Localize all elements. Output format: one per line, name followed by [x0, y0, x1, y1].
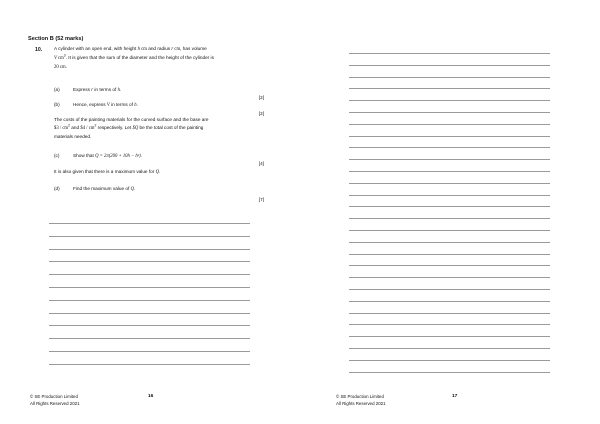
answer-line	[349, 242, 550, 243]
answer-line	[349, 254, 550, 255]
part-b-marks: [2]	[258, 111, 264, 116]
answer-line	[49, 274, 250, 275]
answer-line	[349, 195, 550, 196]
answer-line	[349, 147, 550, 148]
answer-line	[349, 124, 550, 125]
answer-line	[49, 287, 250, 288]
answer-line	[349, 289, 550, 290]
answer-line	[349, 324, 550, 325]
answer-line	[349, 206, 550, 207]
part-a-text: Express r in terms of h.	[73, 87, 122, 93]
answer-line	[49, 261, 250, 262]
part-a-label: (a)	[54, 87, 60, 92]
part-c-formula: Q = 2π(200 + 10h − h²)	[95, 154, 141, 159]
part-c-label: (c)	[54, 153, 60, 158]
part-d-text: Find the maximum value of Q.	[73, 186, 136, 192]
answer-line	[349, 112, 550, 113]
answer-line	[49, 236, 250, 237]
answer-line	[349, 88, 550, 89]
answer-line	[349, 372, 550, 373]
answer-line	[349, 183, 550, 184]
right-page	[300, 0, 600, 424]
answer-line	[349, 77, 550, 78]
answer-line	[349, 348, 550, 349]
answer-line	[49, 325, 250, 326]
answer-line	[349, 301, 550, 302]
part-c-marks: [4]	[258, 161, 264, 166]
part-c-text: Show that Q = 2π(200 + 10h − h²).	[73, 153, 143, 159]
answer-line	[349, 277, 550, 278]
answer-line	[349, 159, 550, 160]
answer-line	[349, 336, 550, 337]
answer-line	[49, 364, 250, 365]
answer-line	[349, 265, 550, 266]
answer-line	[349, 171, 550, 172]
answer-line	[349, 218, 550, 219]
answer-line	[49, 313, 250, 314]
answer-line	[49, 249, 250, 250]
answer-line	[349, 136, 550, 137]
answer-line	[349, 100, 550, 101]
part-d-marks: [7]	[258, 197, 264, 202]
question-number: 10.	[35, 47, 43, 53]
answer-line	[349, 53, 550, 54]
part-b-label: (b)	[54, 102, 60, 107]
page-number-left: 16	[148, 394, 154, 399]
part-d-label: (d)	[54, 186, 60, 191]
answer-line	[49, 223, 250, 224]
answer-line	[349, 313, 550, 314]
max-note: It is also given that there is a maximum value for Q.	[54, 169, 161, 175]
footer-copyright-left: © SE Production Limited All Rights Reserved 2021	[30, 394, 80, 406]
part-b-text: Hence, express V in terms of h.	[73, 102, 138, 108]
answer-line	[49, 351, 250, 352]
answer-line	[349, 230, 550, 231]
section-title: Section B (52 marks)	[28, 36, 84, 42]
footer-copyright-right: © SE Production Limited All Rights Reserved 2021	[336, 394, 386, 406]
question-intro: A cylinder with an open end, with height h cm and radius r cm, has volume V $cm^3$. It is given that the sum of the diameter and the height of the cylinder is 20 cm.	[54, 46, 214, 71]
costs-paragraph: The costs of the painting materials for the curved surface and the base are $3 / $cm^2$ and $4 / $cm^2$ respectively. Let $Q be the total cost of the painting materials needed.	[54, 117, 209, 140]
answer-line	[349, 360, 550, 361]
part-a-marks: [2]	[258, 95, 264, 100]
page-number-right: 17	[452, 394, 458, 399]
answer-line	[49, 338, 250, 339]
answer-line	[349, 65, 550, 66]
answer-line	[49, 300, 250, 301]
